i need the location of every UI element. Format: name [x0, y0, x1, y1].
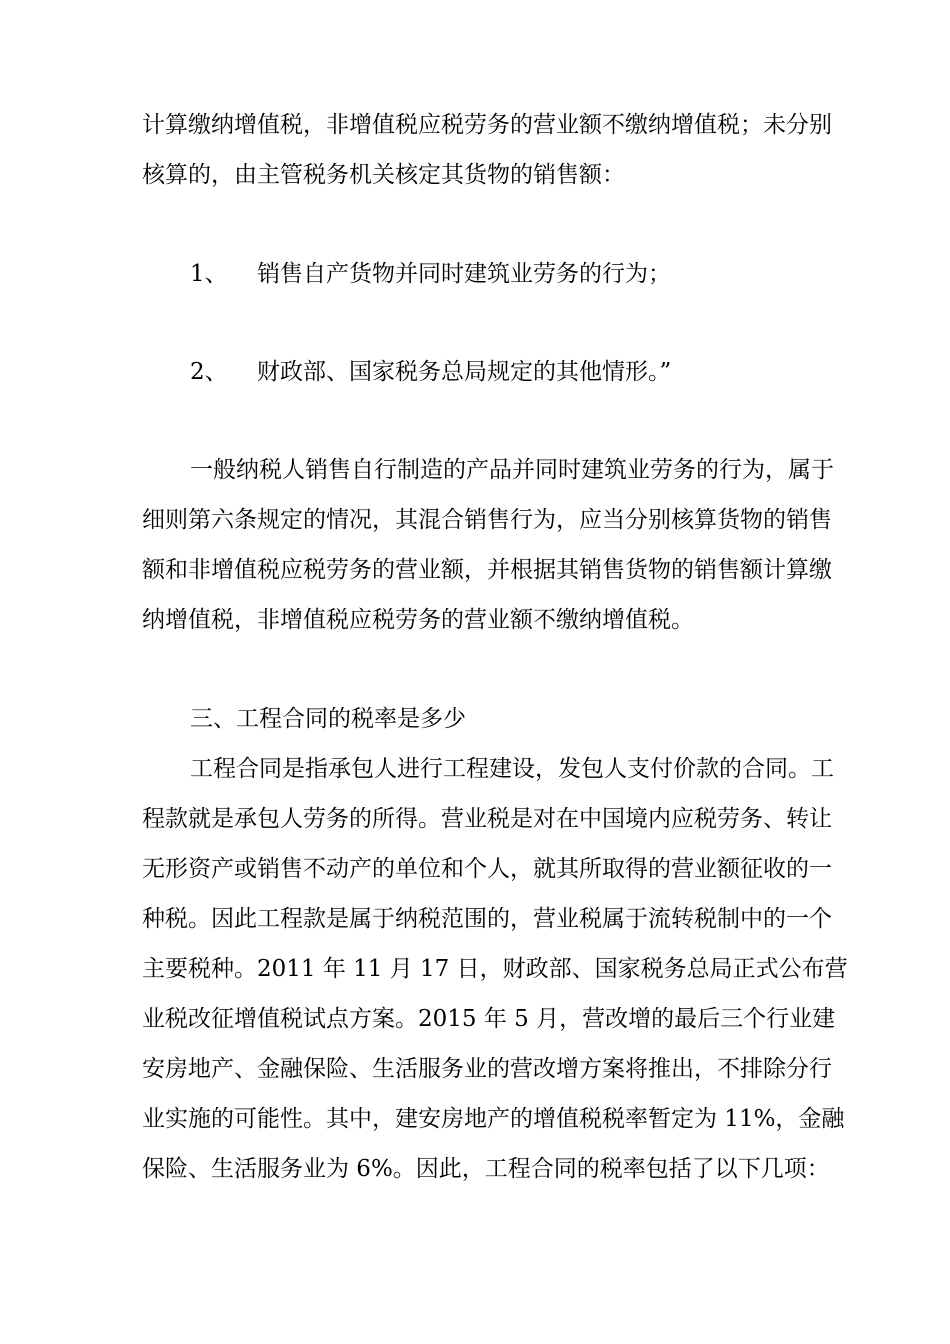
paragraph2-line-5: 主要税种。2011 年 11 月 17 日，财政部、国家税务总局正式公布营: [142, 956, 848, 982]
paragraph2-line-8: 业实施的可能性。其中，建安房地产的增值税税率暂定为 11%，金融: [142, 1106, 845, 1132]
intro-line-2: 核算的，由主管税务机关核定其货物的销售额：: [142, 162, 625, 188]
paragraph2-line-3: 无形资产或销售不动产的单位和个人，就其所取得的营业额征收的一: [142, 856, 832, 882]
intro-line-1: 计算缴纳增值税，非增值税应税劳务的营业额不缴纳增值税；未分别: [142, 112, 832, 138]
paragraph2-line-1: 工程合同是指承包人进行工程建设，发包人支付价款的合同。工: [190, 756, 834, 782]
list-text-1: 销售自产货物并同时建筑业劳务的行为；: [257, 261, 671, 287]
paragraph1-line-1: 一般纳税人销售自行制造的产品并同时建筑业劳务的行为，属于: [190, 457, 834, 483]
paragraph1-line-4: 纳增值税，非增值税应税劳务的营业额不缴纳增值税。: [142, 607, 694, 633]
paragraph1-line-3: 额和非增值税应税劳务的营业额，并根据其销售货物的销售额计算缴: [142, 557, 832, 583]
paragraph2-line-2: 程款就是承包人劳务的所得。营业税是对在中国境内应税劳务、转让: [142, 806, 832, 832]
paragraph2-line-6: 业税改征增值税试点方案。2015 年 5 月，营改增的最后三个行业建: [142, 1006, 836, 1032]
list-number-2: 2、: [190, 359, 228, 385]
paragraph2-line-4: 种税。因此工程款是属于纳税范围的，营业税属于流转税制中的一个: [142, 906, 832, 932]
paragraph1-line-2: 细则第六条规定的情况，其混合销售行为，应当分别核算货物的销售: [142, 507, 832, 533]
section-heading: 三、工程合同的税率是多少: [190, 706, 466, 732]
list-number-1: 1、: [190, 261, 228, 287]
paragraph2-line-7: 安房地产、金融保险、生活服务业的营改增方案将推出，不排除分行: [142, 1056, 832, 1082]
list-text-2: 财政部、国家税务总局规定的其他情形。”: [257, 359, 672, 385]
paragraph2-line-9: 保险、生活服务业为 6%。因此，工程合同的税率包括了以下几项：: [142, 1156, 830, 1182]
